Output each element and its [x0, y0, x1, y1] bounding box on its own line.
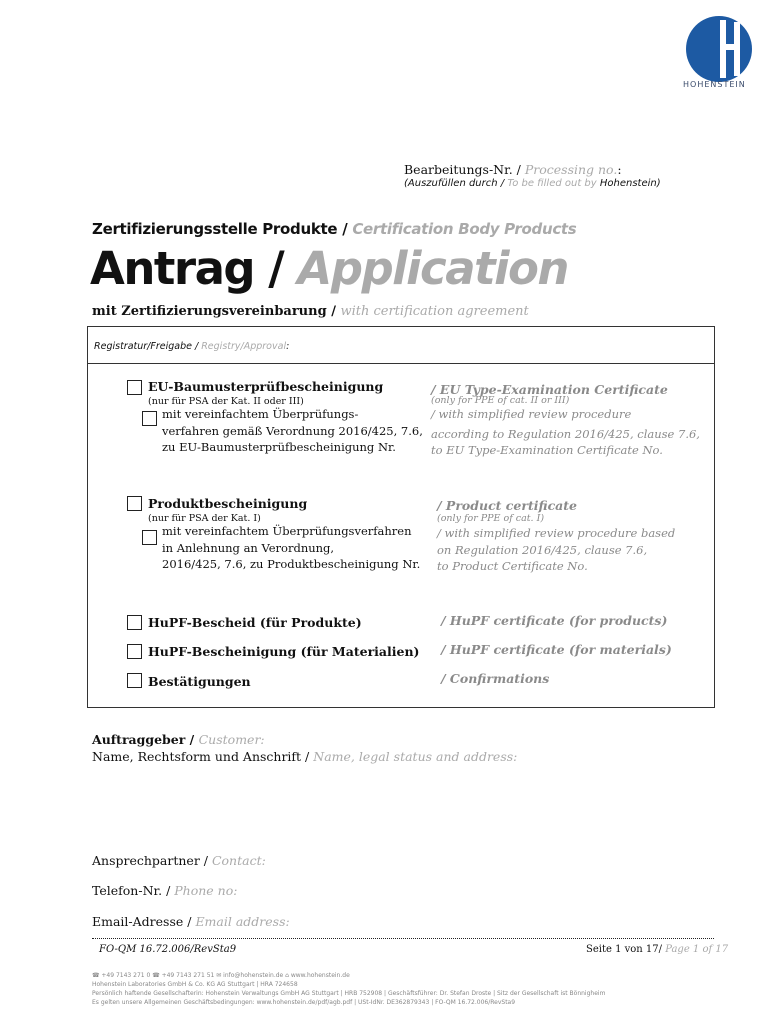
hupf-products-checkbox[interactable] [127, 615, 142, 630]
eu-type-examination-label-en: / EU Type-Examination Certificate [431, 382, 668, 397]
product-simplified-review-label: mit vereinfachtem Überprüfungsverfahren in Anlehnung an Verordnung, 2016/425, 7.6, zu Produktbescheinigung Nr. [162, 524, 421, 571]
product-certificate-label-en: / Product certificate [437, 498, 578, 513]
footer-partner-line: Persönlich haftende Gesellschafterin: Hohenstein Verwaltungs GmbH AG Stuttgart | HRB 752908 | Geschäftsführer: Dr. Stefan Droste | Sitz der Gesellschaft ist Bönnigheim [92, 990, 606, 997]
page-title: Antrag / Application [90, 242, 568, 295]
eu-simplified-review-label-en: / with simplified review procedure according to Regulation 2016/425, clause 7.6, to EU Type-Examination Certificate No. [431, 407, 700, 457]
contact-field[interactable]: Ansprechpartner / Contact: [92, 853, 266, 868]
processing-number-note: (Auszufüllen durch / To be filled out by Hohenstein) [404, 178, 661, 189]
phone-field[interactable]: Telefon-Nr. / Phone no: [92, 883, 238, 898]
hupf-materials-checkbox[interactable] [127, 644, 142, 659]
product-certificate-label: Produktbescheinigung [148, 496, 308, 511]
customer-name-label: Name, Rechtsform und Anschrift / Name, legal status and address: [92, 749, 518, 764]
customer-label: Auftraggeber / Customer: [92, 732, 265, 747]
hupf-products-label-en: / HuPF certificate (for products) [441, 613, 668, 628]
hupf-products-label: HuPF-Bescheid (für Produkte) [148, 615, 362, 630]
form-id: FO-QM 16.72.006/RevSta9 [99, 944, 237, 955]
page-subtitle: mit Zertifizierungsvereinbarung / with certification agreement [92, 304, 529, 319]
product-certificate-note: (nur für PSA der Kat. I) [148, 513, 261, 524]
certification-body-title: Zertifizierungsstelle Produkte / Certification Body Products [92, 220, 577, 238]
hohenstein-logo [684, 14, 754, 84]
logo-wordmark: HOHENSTEIN [683, 80, 746, 89]
footer-divider [92, 938, 714, 939]
customer-section [92, 731, 517, 765]
eu-type-examination-checkbox[interactable] [127, 380, 142, 395]
page-number: Seite 1 von 17/ Page 1 of 17 [586, 944, 729, 955]
eu-type-examination-note-en: (only for PPE of cat. II or III) [431, 395, 570, 406]
product-simplified-review-label-en: / with simplified review procedure based on Regulation 2016/425, clause 7.6, to Product Certificate No. [437, 526, 676, 573]
confirmations-label-en: / Confirmations [441, 671, 550, 686]
footer-contact-line: ☎ +49 7143 271 0 ☎ +49 7143 271 51 ✉ info@hohenstein.de ⌂ www.hohenstein.de [92, 972, 350, 979]
confirmations-label: Bestätigungen [148, 674, 251, 689]
product-certificate-checkbox[interactable] [127, 496, 142, 511]
eu-simplified-review-checkbox[interactable] [142, 411, 157, 426]
eu-simplified-review-label: mit vereinfachtem Überprüfungs- verfahren gemäß Verordnung 2016/425, 7.6, zu EU-Baumusterprüfbescheinigung Nr. [162, 407, 423, 454]
registry-label: Registratur/Freigabe / Registry/Approval: [94, 341, 290, 352]
footer-terms-line: Es gelten unsere Allgemeinen Geschäftsbedingungen: www.hohenstein.de/pdf/agb.pdf | USt-IdNr. DE362879343 | FO-QM 16.72.006/RevSta9 [92, 999, 516, 1006]
hupf-materials-label: HuPF-Bescheinigung (für Materialien) [148, 644, 420, 659]
processing-number-label: Bearbeitungs-Nr. / Processing no.: [404, 162, 622, 177]
email-field[interactable]: Email-Adresse / Email address: [92, 914, 290, 929]
product-simplified-review-checkbox[interactable] [142, 530, 157, 545]
hupf-materials-label-en: / HuPF certificate (for materials) [441, 642, 672, 657]
eu-type-examination-label: EU-Baumusterprüfbescheinigung [148, 379, 384, 394]
eu-type-examination-note: (nur für PSA der Kat. II oder III) [148, 396, 304, 407]
footer-company-line: Hohenstein Laboratories GmbH & Co. KG AG Stuttgart | HRA 724658 [92, 981, 298, 988]
product-certificate-note-en: (only for PPE of cat. I) [437, 513, 545, 524]
confirmations-checkbox[interactable] [127, 673, 142, 688]
